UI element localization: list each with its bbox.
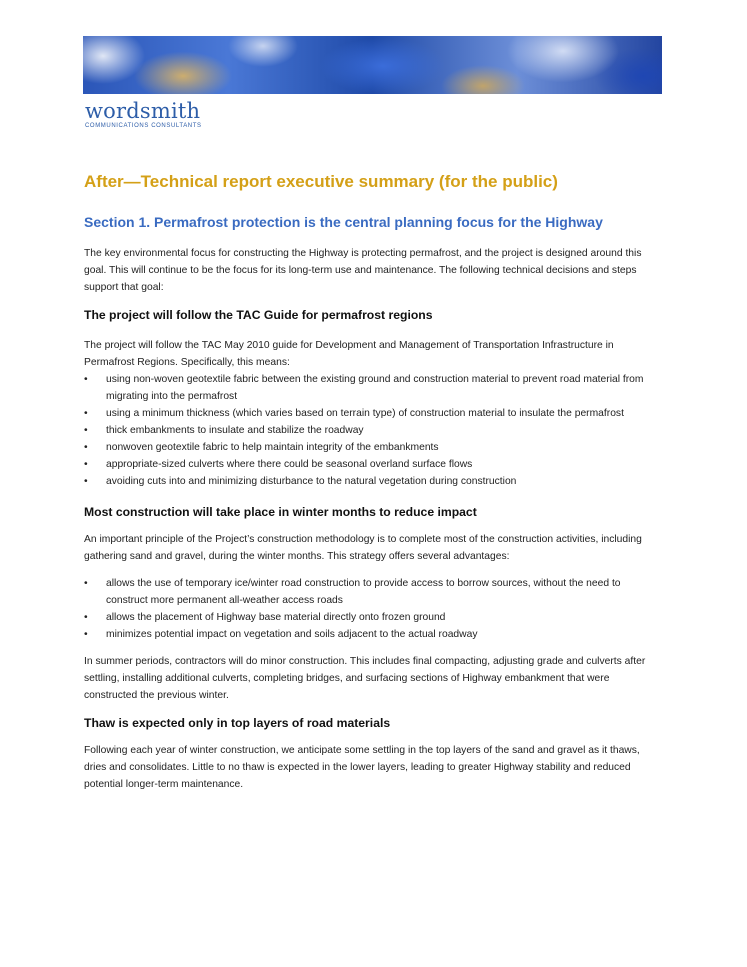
winter-construction-paragraph: An important principle of the Project’s construction methodology is to complete most of the construction activities, including gathering sand and gravel, during the winter months. This strategy offers several advantages: <box>84 534 642 562</box>
list-item: • minimizes potential impact on vegetation and soils adjacent to the actual roadway <box>84 629 478 640</box>
brand-tagline: COMMUNICATIONS CONSULTANTS <box>85 123 202 129</box>
tac-guide-paragraph: The project will follow the TAC May 2010 guide for Development and Management of Transportation Infrastructure in Permafrost Regions. Specifically, this means: <box>84 340 614 368</box>
list-item: • allows the use of temporary ice/winter road construction to provide access to borrow sources, without the need to construct more permanent all-weather access roads <box>84 578 621 606</box>
brand-logo <box>85 100 202 129</box>
document-title: After—Technical report executive summary (for the public) <box>84 172 558 191</box>
section-heading: Section 1. Permafrost protection is the central planning focus for the Highway <box>84 214 603 230</box>
list-item: • allows the placement of Highway base material directly onto frozen ground <box>84 612 446 623</box>
list-item: • using non-woven geotextile fabric between the existing ground and construction material to prevent road material from migrating into the permafrost <box>84 374 644 402</box>
intro-paragraph: The key environmental focus for constructing the Highway is protecting permafrost, and the project is designed around this goal. This will continue to be the focus for its long-term use and maintenance. The following technical decisions and steps support that goal: <box>84 248 642 293</box>
subheading-thaw: Thaw is expected only in top layers of road materials <box>84 716 391 730</box>
document-body <box>84 168 662 793</box>
subheading-tac-guide: The project will follow the TAC Guide for permafrost regions <box>84 308 433 322</box>
list-item: • appropriate-sized culverts where there could be seasonal overland surface flows <box>84 459 473 470</box>
brand-name: wordsmith <box>85 99 201 123</box>
list-item: • using a minimum thickness (which varies based on terrain type) of construction material to insulate the permafrost <box>84 408 624 419</box>
summer-construction-paragraph: In summer periods, contractors will do minor construction. This includes final compacting, adjusting grade and culverts after settling, installing additional culverts, completing bridges, and surfacing sections of Highway embankment that were constructed the previous winter. <box>84 656 646 701</box>
list-item: • avoiding cuts into and minimizing disturbance to the natural vegetation during construction <box>84 476 517 487</box>
list-item: • thick embankments to insulate and stabilize the roadway <box>84 425 364 436</box>
list-item: • nonwoven geotextile fabric to help maintain integrity of the embankments <box>84 442 439 453</box>
subheading-winter-construction: Most construction will take place in winter months to reduce impact <box>84 505 477 519</box>
thaw-paragraph: Following each year of winter construction, we anticipate some settling in the top layers of the sand and gravel as it thaws, dries and consolidates. Little to no thaw is expected in the lower layers, leading to greater Highway stability and reduced potential longer-term maintenance. <box>84 745 640 790</box>
header-banner-image <box>83 36 662 94</box>
tac-guide-bullet-list <box>84 371 662 490</box>
winter-construction-bullet-list <box>84 575 662 643</box>
